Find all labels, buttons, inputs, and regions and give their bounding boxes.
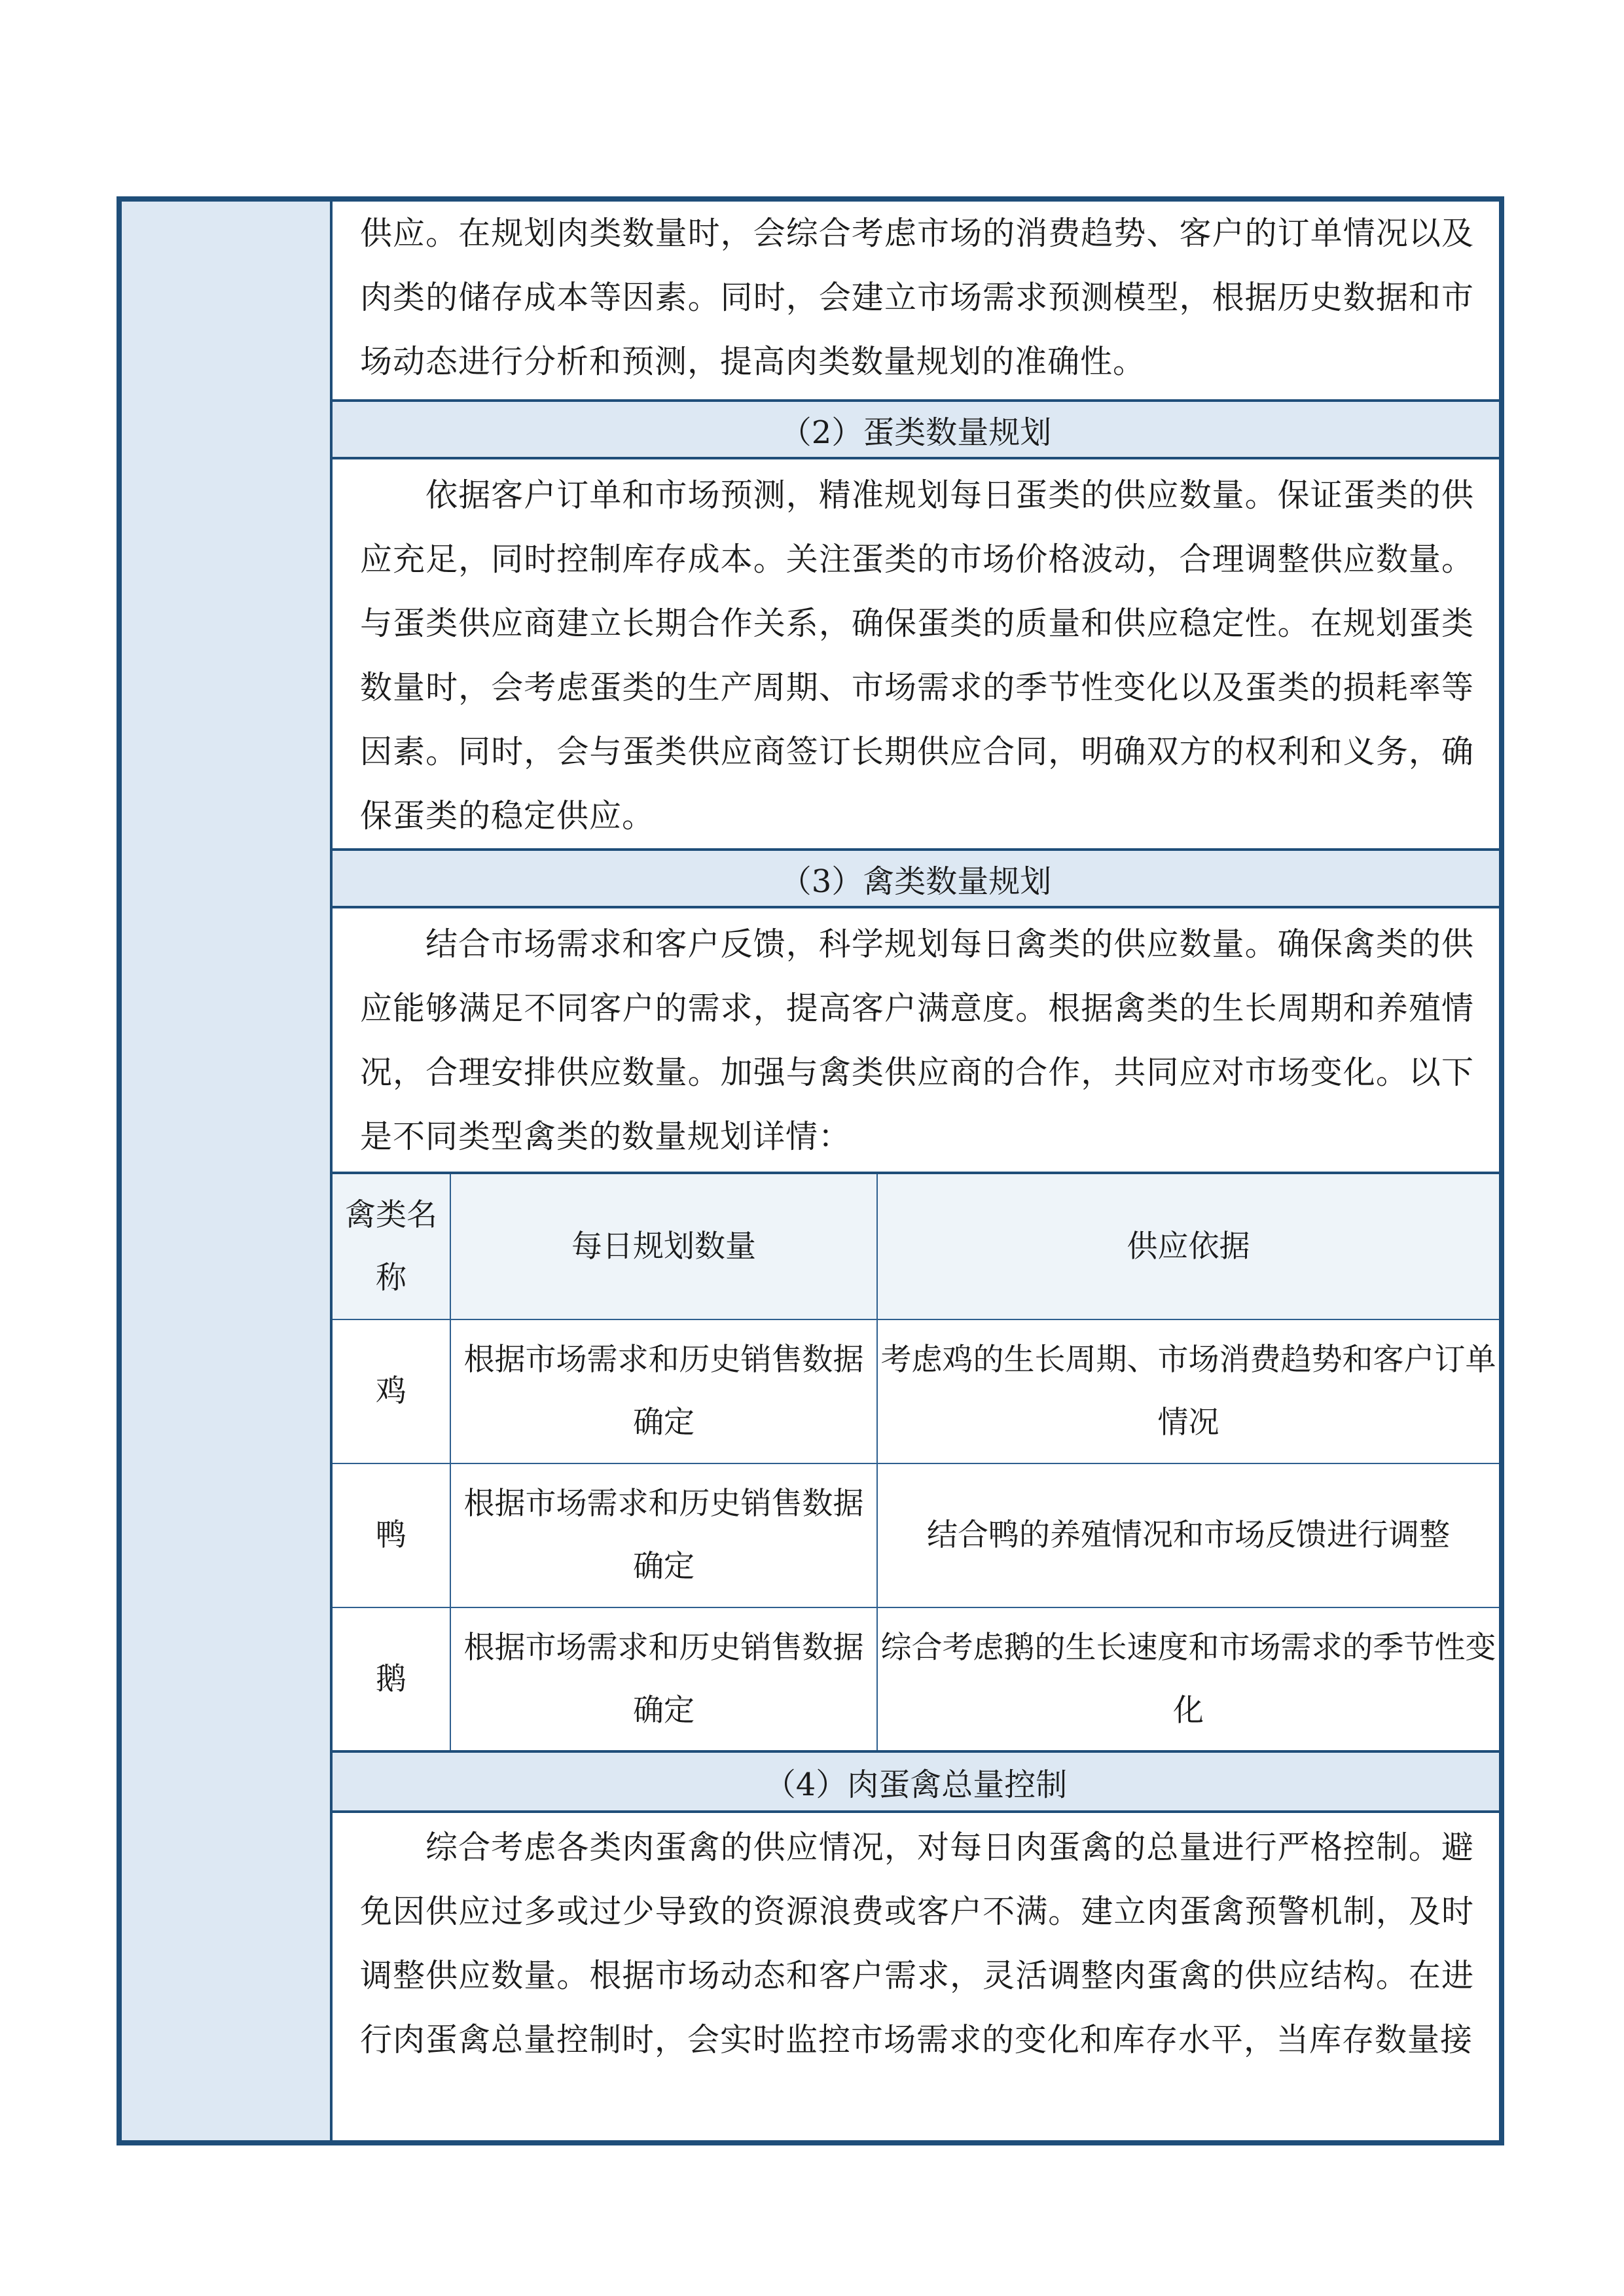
intro-paragraph: 供应。在规划肉类数量时，会综合考虑市场的消费趋势、客户的订单情况以及肉类的储存成本等因素。同时，会建立市场需求预测模型，根据历史数据和市场动态进行分析和预测，提高肉类数量规划的准确性。 [360, 215, 1474, 380]
table-row [333, 1463, 1499, 1607]
table-header-row [333, 1173, 1499, 1319]
section-heading-total-control: （4）肉蛋禽总量控制 [333, 1753, 1499, 1813]
cell-daily-quantity: 根据市场需求和历史销售数据确定 [450, 1319, 877, 1463]
header-supply-basis: 供应依据 [877, 1173, 1499, 1319]
cell-poultry-name: 鸡 [333, 1319, 450, 1463]
poultry-plan-table [333, 1172, 1499, 1753]
cell-poultry-name: 鹅 [333, 1607, 450, 1751]
section-heading-poultry: （3）禽类数量规划 [333, 848, 1499, 908]
header-poultry-name: 禽类名称 [333, 1173, 450, 1319]
table-row [333, 1607, 1499, 1751]
section-text-eggs: 依据客户订单和市场预测，精准规划每日蛋类的供应数量。保证蛋类的供应充足，同时控制库存成本。关注蛋类的市场价格波动，合理调整供应数量。与蛋类供应商建立长期合作关系，确保蛋类的质量和供应稳定性。在规划蛋类数量时，会考虑蛋类的生产周期、市场需求的季节性变化以及蛋类的损耗率等因素。同时，会与蛋类供应商签订长期供应合同，明确双方的权利和义务，确保蛋类的稳定供应。 [360, 476, 1474, 834]
document-frame [117, 196, 1504, 2145]
cell-supply-basis: 结合鸭的养殖情况和市场反馈进行调整 [877, 1463, 1499, 1607]
content-column [333, 202, 1499, 2140]
cell-supply-basis: 考虑鸡的生长周期、市场消费趋势和客户订单情况 [877, 1319, 1499, 1463]
cell-daily-quantity: 根据市场需求和历史销售数据确定 [450, 1463, 877, 1607]
left-label-column [122, 202, 333, 2140]
cell-poultry-name: 鸭 [333, 1463, 450, 1607]
cell-supply-basis: 综合考虑鹅的生长速度和市场需求的季节性变化 [877, 1607, 1499, 1751]
table-row [333, 1319, 1499, 1463]
section-text-poultry: 结合市场需求和客户反馈，科学规划每日禽类的供应数量。确保禽类的供应能够满足不同客户的需求，提高客户满意度。根据禽类的生长周期和养殖情况，合理安排供应数量。加强与禽类供应商的合作，共同应对市场变化。以下是不同类型禽类的数量规划详情： [360, 925, 1474, 1155]
section-text-total-control: 综合考虑各类肉蛋禽的供应情况，对每日肉蛋禽的总量进行严格控制。避免因供应过多或过少导致的资源浪费或客户不满。建立肉蛋禽预警机制，及时调整供应数量。根据市场动态和客户需求，灵活调整肉蛋禽的供应结构。在进行肉蛋禽总量控制时，会实时监控市场需求的变化和库存水平，当库存数量接 [360, 1829, 1474, 2058]
cell-daily-quantity: 根据市场需求和历史销售数据确定 [450, 1607, 877, 1751]
header-daily-quantity: 每日规划数量 [450, 1173, 877, 1319]
section-heading-eggs: （2）蛋类数量规划 [333, 399, 1499, 459]
